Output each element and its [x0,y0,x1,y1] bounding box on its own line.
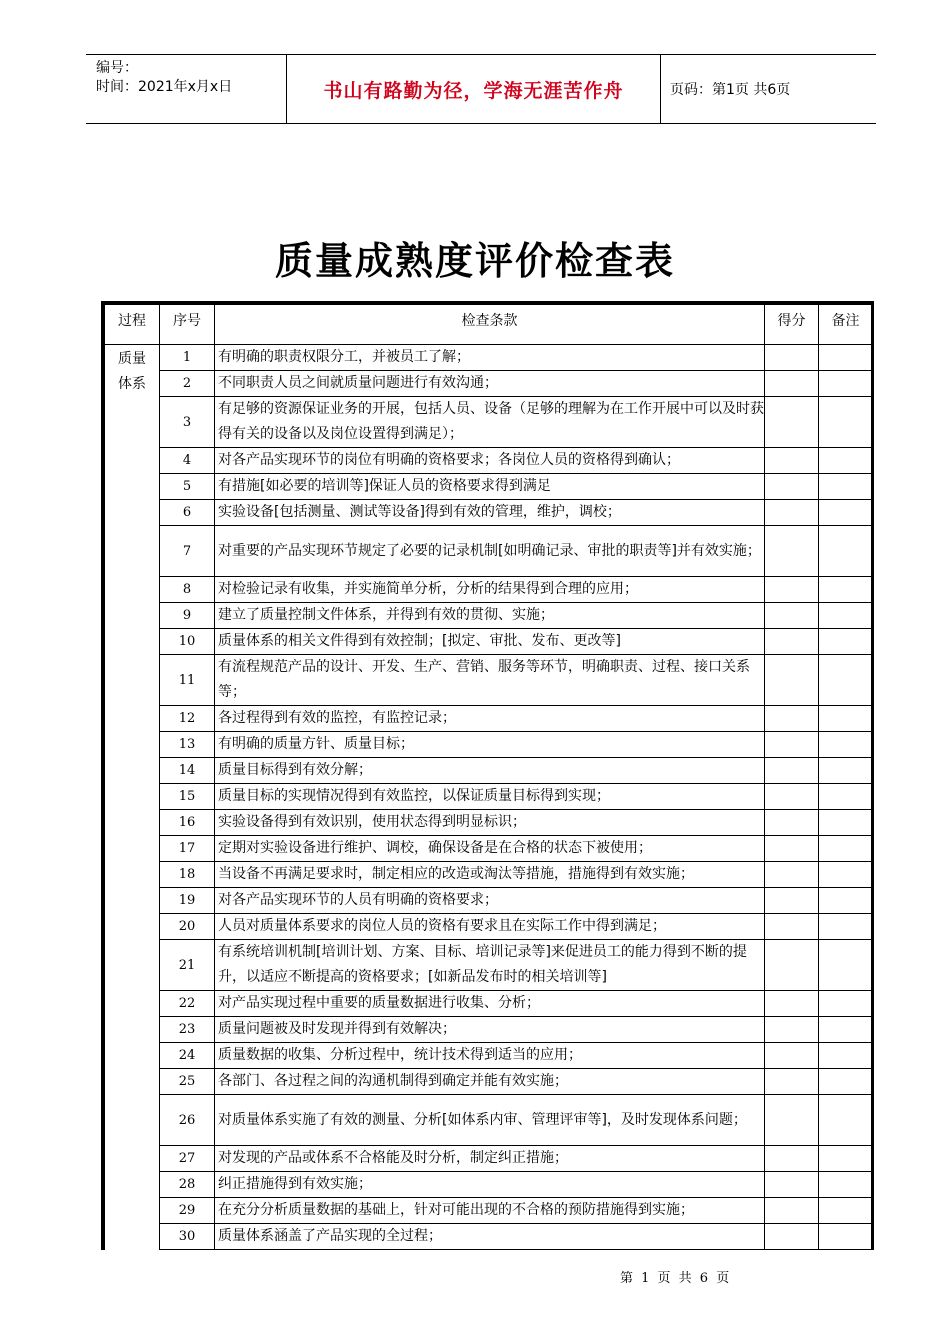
remarks-cell[interactable] [819,603,873,629]
column-header-item: 检查条款 [215,305,765,345]
table-row [105,1095,873,1146]
row-number: 3 [160,397,215,448]
check-item-text: 质量目标得到有效分解； [215,758,765,784]
score-cell[interactable] [765,500,819,526]
row-number: 2 [160,371,215,397]
remarks-cell[interactable] [819,732,873,758]
table-row [105,940,873,991]
check-item-text: 对发现的产品或体系不合格能及时分析，制定纠正措施； [215,1146,765,1172]
score-cell[interactable] [765,526,819,577]
remarks-cell[interactable] [819,1172,873,1198]
check-item-text: 对质量体系实施了有效的测量、分析[如体系内审、管理评审等]，及时发现体系问题； [215,1095,765,1146]
table-row [105,862,873,888]
check-item-text: 有系统培训机制[培训计划、方案、目标、培训记录等]来促进员工的能力得到不断的提升，以适应不断提高的资格要求；[如新品发布时的相关培训等] [215,940,765,991]
table-row [105,1017,873,1043]
check-item-text: 实验设备[包括测量、测试等设备]得到有效的管理，维护，调校； [215,500,765,526]
row-number: 25 [160,1069,215,1095]
check-item-text: 质量体系涵盖了产品实现的全过程； [215,1224,765,1250]
row-number: 17 [160,836,215,862]
remarks-cell[interactable] [819,526,873,577]
table-row [105,345,873,371]
table-row [105,1172,873,1198]
score-cell[interactable] [765,577,819,603]
table-row [105,371,873,397]
check-item-text: 质量体系的相关文件得到有效控制；[拟定、审批、发布、更改等] [215,629,765,655]
row-number: 1 [160,345,215,371]
check-item-text: 对产品实现过程中重要的质量数据进行收集、分析； [215,991,765,1017]
table-header-row [105,305,873,345]
column-header-process: 过程 [105,305,160,345]
check-item-text: 实验设备得到有效识别，使用状态得到明显标识； [215,810,765,836]
check-item-text: 对各产品实现环节的人员有明确的资格要求； [215,888,765,914]
row-number: 15 [160,784,215,810]
row-number: 28 [160,1172,215,1198]
check-item-text: 人员对质量体系要求的岗位人员的资格有要求且在实际工作中得到满足； [215,914,765,940]
row-number: 10 [160,629,215,655]
row-number: 24 [160,1043,215,1069]
process-label: 质量体系 [118,351,146,392]
score-cell[interactable] [765,1043,819,1069]
table-row [105,1198,873,1224]
check-item-text: 有流程规范产品的设计、开发、生产、营销、服务等环节，明确职责、过程、接口关系等； [215,655,765,706]
check-item-text: 对检验记录有收集，并实施简单分析，分析的结果得到合理的应用； [215,577,765,603]
score-cell[interactable] [765,603,819,629]
header-motto: 书山有路勤为径，学海无涯苦作舟 [323,79,624,102]
score-cell[interactable] [765,862,819,888]
row-number: 9 [160,603,215,629]
table-row [105,732,873,758]
row-number: 29 [160,1198,215,1224]
score-cell[interactable] [765,1017,819,1043]
table-row [105,991,873,1017]
row-number: 20 [160,914,215,940]
table-row [105,1224,873,1250]
score-cell[interactable] [765,1224,819,1250]
remarks-cell[interactable] [819,474,873,500]
row-number: 8 [160,577,215,603]
score-cell[interactable] [765,1146,819,1172]
check-item-text: 质量目标的实现情况得到有效监控，以保证质量目标得到实现； [215,784,765,810]
row-number: 27 [160,1146,215,1172]
check-item-text: 定期对实验设备进行维护、调校，确保设备是在合格的状态下被使用； [215,836,765,862]
row-number: 26 [160,1095,215,1146]
table-row [105,1146,873,1172]
remarks-cell[interactable] [819,1146,873,1172]
row-number: 11 [160,655,215,706]
remarks-cell[interactable] [819,1095,873,1146]
page-footer: 第 1 页 共 6 页 [620,1271,730,1286]
remarks-cell[interactable] [819,862,873,888]
check-item-text: 纠正措施得到有效实施； [215,1172,765,1198]
score-cell[interactable] [765,1095,819,1146]
table-row [105,603,873,629]
table-row [105,836,873,862]
table-row [105,1069,873,1095]
score-cell[interactable] [765,758,819,784]
page-title: 质量成熟度评价检查表 [274,238,675,283]
remarks-cell[interactable] [819,810,873,836]
check-item-text: 对重要的产品实现环节规定了必要的记录机制[如明确记录、审批的职责等]并有效实施； [215,526,765,577]
remarks-cell[interactable] [819,371,873,397]
remarks-cell[interactable] [819,448,873,474]
table-row [105,784,873,810]
row-number: 14 [160,758,215,784]
table-row [105,888,873,914]
remarks-cell[interactable] [819,706,873,732]
row-number: 4 [160,448,215,474]
checklist-table [104,304,873,1250]
table-row [105,577,873,603]
column-header-score: 得分 [765,305,819,345]
column-header-number: 序号 [160,305,215,345]
score-cell[interactable] [765,474,819,500]
remarks-cell[interactable] [819,836,873,862]
checklist-body [105,345,873,1250]
table-row [105,629,873,655]
check-item-text: 有措施[如必要的培训等]保证人员的资格要求得到满足 [215,474,765,500]
score-cell[interactable] [765,914,819,940]
remarks-cell[interactable] [819,655,873,706]
column-header-remarks: 备注 [819,305,873,345]
table-row [105,474,873,500]
row-number: 13 [160,732,215,758]
table-row [105,1043,873,1069]
remarks-cell[interactable] [819,629,873,655]
remarks-cell[interactable] [819,1017,873,1043]
check-item-text: 有明确的质量方针、质量目标； [215,732,765,758]
page-header [86,54,876,124]
row-number: 18 [160,862,215,888]
check-item-text: 质量数据的收集、分析过程中，统计技术得到适当的应用； [215,1043,765,1069]
document-number-label: 编号： [96,60,138,76]
score-cell[interactable] [765,810,819,836]
score-cell[interactable] [765,345,819,371]
process-cell [105,345,160,1250]
remarks-cell[interactable] [819,1224,873,1250]
checklist-table-frame [101,301,874,1250]
table-row [105,810,873,836]
header-page-info: 页码：第1页 共6页 [670,82,791,98]
score-cell[interactable] [765,1172,819,1198]
table-row [105,758,873,784]
table-row [105,655,873,706]
remarks-cell[interactable] [819,397,873,448]
score-cell[interactable] [765,940,819,991]
table-row [105,914,873,940]
score-cell[interactable] [765,836,819,862]
score-cell[interactable] [765,371,819,397]
score-cell[interactable] [765,655,819,706]
score-cell[interactable] [765,706,819,732]
table-row [105,706,873,732]
row-number: 7 [160,526,215,577]
row-number: 6 [160,500,215,526]
remarks-cell[interactable] [819,1198,873,1224]
remarks-cell[interactable] [819,758,873,784]
score-cell[interactable] [765,1198,819,1224]
remarks-cell[interactable] [819,991,873,1017]
table-row [105,500,873,526]
score-cell[interactable] [765,629,819,655]
remarks-cell[interactable] [819,888,873,914]
score-cell[interactable] [765,397,819,448]
check-item-text: 各过程得到有效的监控，有监控记录； [215,706,765,732]
remarks-cell[interactable] [819,1043,873,1069]
check-item-text: 建立了质量控制文件体系，并得到有效的贯彻、实施； [215,603,765,629]
check-item-text: 当设备不再满足要求时，制定相应的改造或淘汰等措施，措施得到有效实施； [215,862,765,888]
row-number: 19 [160,888,215,914]
check-item-text: 各部门、各过程之间的沟通机制得到确定并能有效实施； [215,1069,765,1095]
remarks-cell[interactable] [819,784,873,810]
row-number: 23 [160,1017,215,1043]
check-item-text: 对各产品实现环节的岗位有明确的资格要求；各岗位人员的资格得到确认； [215,448,765,474]
remarks-cell[interactable] [819,940,873,991]
check-item-text: 有足够的资源保证业务的开展，包括人员、设备（足够的理解为在工作开展中可以及时获得有关的设备以及岗位设置得到满足）； [215,397,765,448]
score-cell[interactable] [765,888,819,914]
score-cell[interactable] [765,732,819,758]
row-number: 22 [160,991,215,1017]
row-number: 21 [160,940,215,991]
table-row [105,448,873,474]
table-row [105,397,873,448]
document-time-label: 时间：2021年x月x日 [96,79,233,95]
row-number: 12 [160,706,215,732]
row-number: 30 [160,1224,215,1250]
remarks-cell[interactable] [819,500,873,526]
header-meta [96,59,232,97]
row-number: 16 [160,810,215,836]
score-cell[interactable] [765,784,819,810]
table-row [105,526,873,577]
check-item-text: 有明确的职责权限分工，并被员工了解； [215,345,765,371]
remarks-cell[interactable] [819,345,873,371]
score-cell[interactable] [765,448,819,474]
check-item-text: 质量问题被及时发现并得到有效解决； [215,1017,765,1043]
check-item-text: 不同职责人员之间就质量问题进行有效沟通； [215,371,765,397]
check-item-text: 在充分分析质量数据的基础上，针对可能出现的不合格的预防措施得到实施； [215,1198,765,1224]
remarks-cell[interactable] [819,914,873,940]
remarks-cell[interactable] [819,1069,873,1095]
score-cell[interactable] [765,1069,819,1095]
score-cell[interactable] [765,991,819,1017]
remarks-cell[interactable] [819,577,873,603]
header-divider [660,55,661,123]
row-number: 5 [160,474,215,500]
